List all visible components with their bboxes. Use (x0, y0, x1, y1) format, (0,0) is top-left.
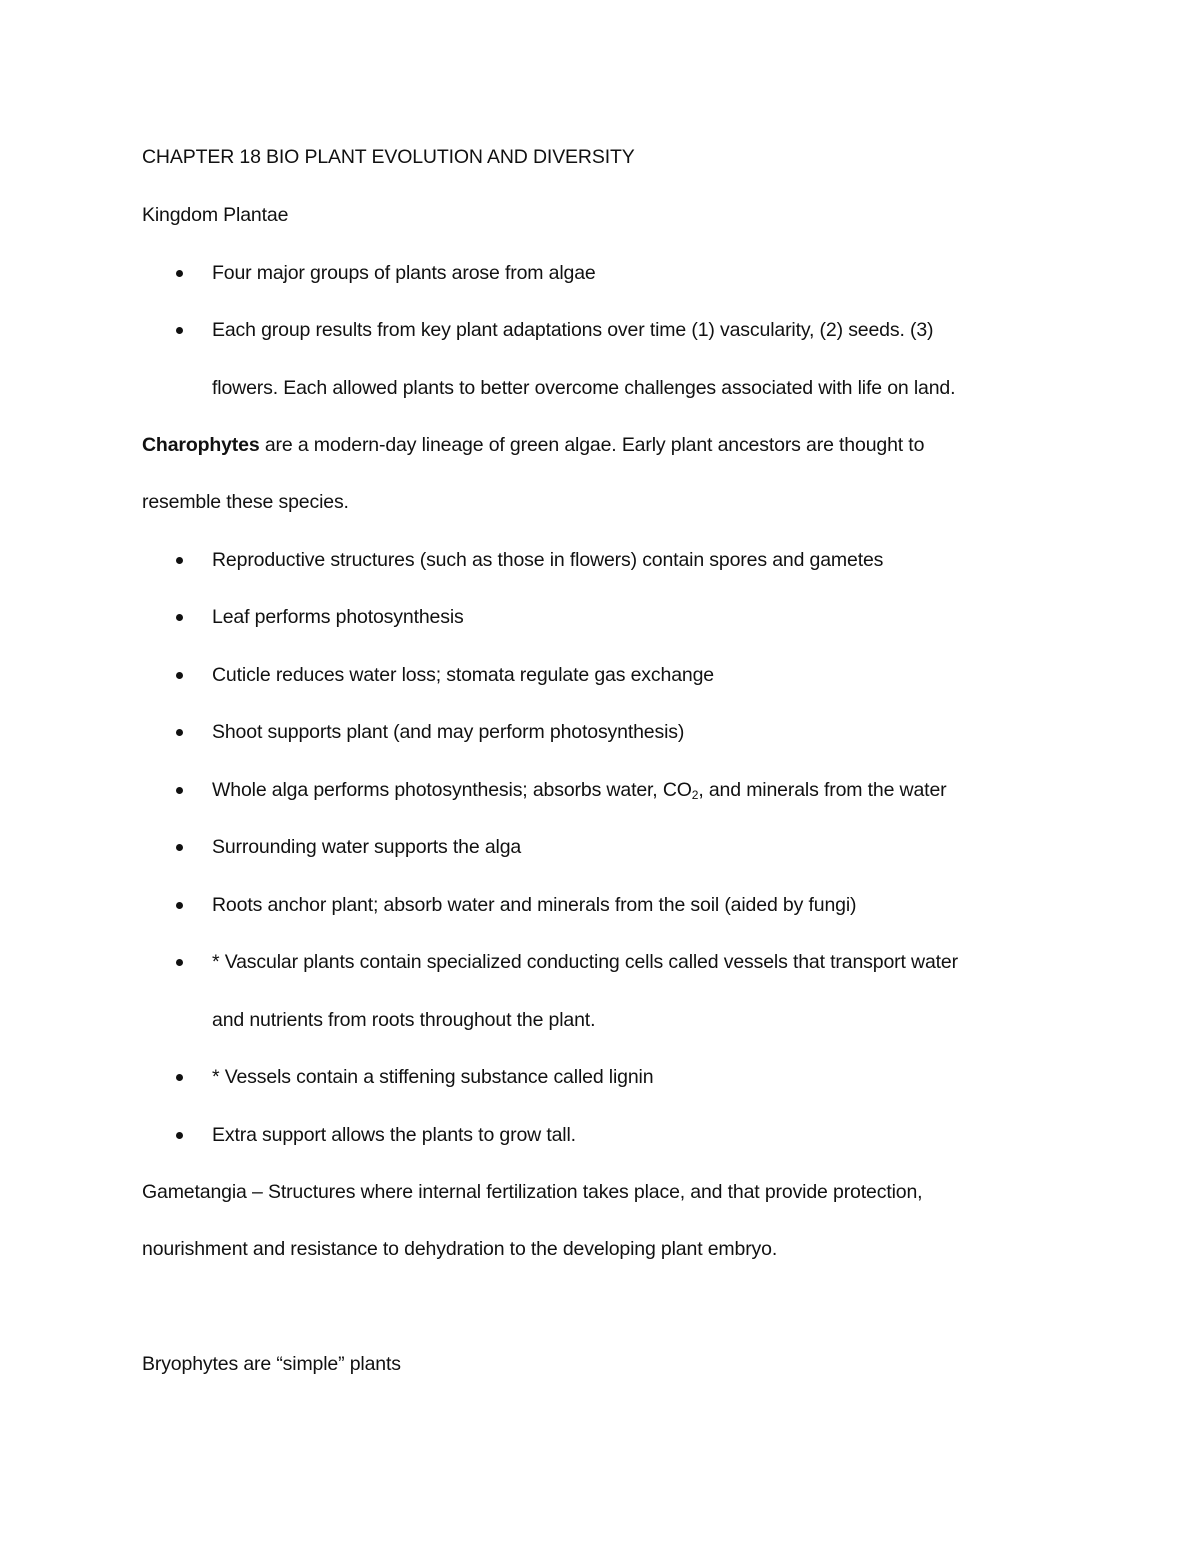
bullet-icon (176, 557, 183, 564)
bullet-icon (176, 672, 183, 679)
bullet-icon (176, 902, 183, 909)
charophytes-paragraph-line2: resemble these species. (142, 491, 349, 513)
page-title: CHAPTER 18 BIO PLANT EVOLUTION AND DIVERSITY (142, 146, 635, 168)
bullet-icon (176, 270, 183, 277)
kingdom-heading: Kingdom Plantae (142, 204, 289, 226)
list-item-continuation: and nutrients from roots throughout the plant. (212, 1009, 596, 1031)
bullet-icon (176, 614, 183, 621)
charophytes-paragraph (142, 433, 924, 457)
list-item-continuation: flowers. Each allowed plants to better overcome challenges associated with life on land. (212, 377, 956, 399)
bryophytes-heading: Bryophytes are “simple” plants (142, 1353, 401, 1375)
bullet-icon (176, 844, 183, 851)
bullet-icon (176, 729, 183, 736)
bullet-icon (176, 959, 183, 966)
charophytes-term: Charophytes (142, 434, 260, 456)
bullet-icon (176, 327, 183, 334)
bullet-icon (176, 1074, 183, 1081)
charophytes-text: are a modern-day lineage of green algae. Early plant ancestors are thought to (259, 434, 925, 456)
document-page: CHAPTER 18 BIO PLANT EVOLUTION AND DIVERSITY Kingdom Plantae Four major groups of plants arose from algae Each group results from key plant adaptations over time (1) vascularity, (2) seeds. (3) flowers. Each allowed plants to better overcome challenges associated with life on land. Charophytes are a modern-day lineage of green algae. Early plant ancestors are thought to resemble these species. Reproductive structures (such as those in flowers) contain spores and gametes Leaf performs photosynthesis Cuticle reduces water loss; stomata regulate gas exchange Shoot supports plant (and may perform photosynthesis) Whole alga performs photosynthesis; absorbs water, $CO_2$, and minerals from the water Surrounding water supports the alga Roots anchor plant; absorb water and minerals from the soil (aided by fungi) * Vascular plants contain specialized conducting cells called vessels that transport water and nutrients from roots throughout the plant. * Vessels contain a stiffening substance called lignin Extra support allows the plants to grow tall. Gametangia – Structures where internal fertilization takes place, and that provide protection, nourishment and resistance to dehydration to the developing plant embryo. Bryophytes are “simple” plants (0, 0, 1200, 1553)
bullet-icon (176, 1132, 183, 1139)
gametangia-paragraph-line2: nourishment and resistance to dehydration to the developing plant embryo. (142, 1238, 778, 1260)
bullet-icon (176, 787, 183, 794)
gametangia-paragraph: Gametangia – Structures where internal fertilization takes place, and that provide protection, (142, 1181, 923, 1203)
